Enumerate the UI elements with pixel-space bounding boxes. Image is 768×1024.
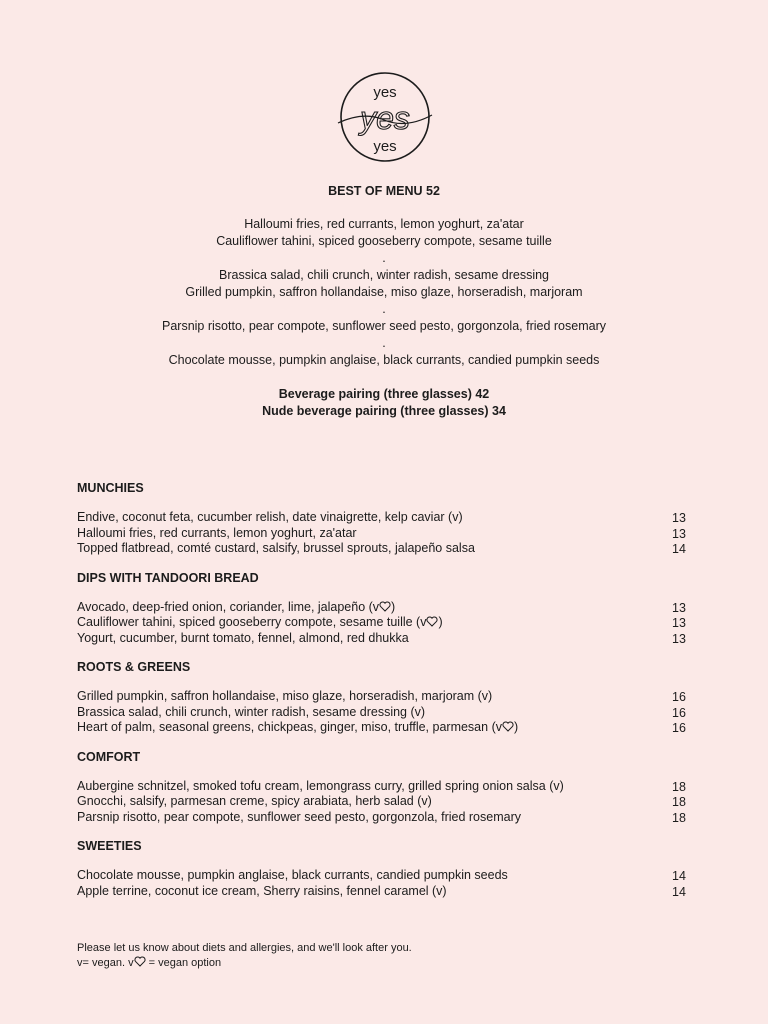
menu-item-text: Chocolate mousse, pumpkin anglaise, black currants, candied pumpkin seeds — [77, 868, 508, 882]
menu-item — [77, 705, 692, 721]
pairing-line: Nude beverage pairing (three glasses) 34 — [262, 404, 506, 418]
menu-item-suffix: ) — [391, 599, 396, 614]
menu-item-name — [77, 541, 475, 557]
menu-item — [77, 600, 692, 616]
tasting-menu — [0, 183, 768, 420]
pairing-line: Beverage pairing (three glasses) 42 — [278, 387, 490, 401]
menu-item — [77, 810, 692, 826]
menu-section — [77, 659, 692, 736]
course-separator: . — [382, 302, 386, 316]
menu-item-price: 13 — [672, 616, 686, 630]
logo-emblem — [334, 71, 436, 163]
section-title: ROOTS & GREENS — [77, 660, 191, 674]
menu-item-text: Grilled pumpkin, saffron hollandaise, miso glaze, horseradish, marjoram (v) — [77, 689, 493, 703]
menu-item-text: Parsnip risotto, pear compote, sunflower seed pesto, gorgonzola, fried rosemary — [77, 809, 521, 824]
tasting-menu-title: BEST OF MENU 52 — [328, 184, 440, 198]
menu-item-name — [77, 600, 395, 616]
menu-item — [77, 631, 692, 647]
menu-item-suffix: ) — [513, 720, 519, 734]
menu-item-name — [77, 720, 518, 736]
menu-item-price: 13 — [672, 600, 686, 615]
vegan-legend — [77, 956, 412, 971]
logo-bottom-word: yes — [373, 138, 397, 155]
menu-item-price: 18 — [672, 779, 686, 794]
menu-item-price: 13 — [672, 631, 686, 646]
menu-item-text: Topped flatbread, comté custard, salsify, brussel sprouts, jalapeño salsa — [77, 541, 475, 555]
menu-section — [77, 838, 692, 899]
logo-top-word: yes — [373, 84, 397, 101]
logo-script-word: yes — [360, 100, 410, 136]
vegan-legend-text: v= vegan. v — [77, 957, 134, 969]
course-line: Chocolate mousse, pumpkin anglaise, black currants, candied pumpkin seeds — [168, 353, 600, 367]
menu-item-price: 14 — [672, 542, 686, 556]
menu-item — [77, 541, 692, 557]
course-separator: . — [382, 336, 386, 350]
menu-item-name — [77, 631, 409, 647]
menu-item-name — [77, 705, 425, 721]
menu-item-text: Gnocchi, salsify, parmesan creme, spicy arabiata, herb salad (v) — [77, 794, 432, 808]
menu-section — [77, 570, 692, 647]
menu-item — [77, 884, 692, 900]
menu-section — [77, 480, 692, 557]
menu-item-name — [77, 810, 521, 826]
menu-item-text: Halloumi fries, red currants, lemon yoghurt, za'atar — [77, 525, 357, 540]
course-line: Cauliflower tahini, spiced gooseberry compote, sesame tuille — [216, 234, 552, 248]
menu-item-price: 16 — [672, 705, 686, 720]
menu-item — [77, 615, 692, 631]
menu-item-text: Avocado, deep-fried onion, coriander, lime, jalapeño (v — [77, 599, 380, 614]
menu-item-price: 16 — [672, 721, 686, 735]
a-la-carte-menu — [77, 480, 692, 912]
section-title: SWEETIES — [77, 839, 142, 853]
menu-item-name — [77, 510, 463, 526]
menu-item-text: Brassica salad, chili crunch, winter radish, sesame dressing (v) — [77, 704, 426, 719]
yes-yes-yes-logo — [334, 71, 436, 163]
menu-item-name — [77, 689, 492, 705]
menu-item — [77, 510, 692, 526]
menu-item-price: 13 — [672, 526, 686, 541]
menu-item-price: 16 — [672, 690, 686, 704]
menu-item-price: 18 — [672, 810, 686, 825]
vegan-option-text: = vegan option — [145, 957, 222, 969]
menu-item-text: Aubergine schnitzel, smoked tofu cream, lemongrass curry, grilled spring onion salsa (v) — [77, 778, 564, 793]
menu-item-price: 13 — [672, 511, 686, 525]
allergy-note — [77, 941, 412, 971]
course-line: Brassica salad, chili crunch, winter radish, sesame dressing — [219, 268, 549, 282]
menu-section — [77, 749, 692, 826]
course-line: Grilled pumpkin, saffron hollandaise, miso glaze, horseradish, marjoram — [185, 285, 583, 299]
menu-item-name — [77, 615, 443, 631]
menu-item-price: 14 — [672, 884, 686, 899]
menu-item — [77, 720, 692, 736]
course-line: Halloumi fries, red currants, lemon yoghurt, za'atar — [244, 217, 524, 231]
course-line: Parsnip risotto, pear compote, sunflower seed pesto, gorgonzola, fried rosemary — [162, 319, 606, 333]
heart-icon — [134, 956, 146, 967]
menu-item-name — [77, 526, 357, 542]
menu-item — [77, 689, 692, 705]
menu-item-name — [77, 779, 564, 795]
heart-icon — [426, 616, 438, 627]
menu-item-text: Apple terrine, coconut ice cream, Sherry raisins, fennel caramel (v) — [77, 883, 447, 898]
menu-item-suffix: ) — [438, 615, 443, 629]
menu-item — [77, 794, 692, 810]
menu-item-name — [77, 884, 447, 900]
section-title: MUNCHIES — [77, 481, 144, 495]
menu-item-name — [77, 868, 508, 884]
menu-item-name — [77, 794, 432, 810]
menu-item-price: 14 — [672, 869, 686, 883]
menu-item — [77, 868, 692, 884]
tasting-courses — [0, 216, 768, 369]
menu-item-text: Endive, coconut feta, cucumber relish, date vinaigrette, kelp caviar (v) — [77, 510, 463, 524]
beverage-pairings — [0, 386, 768, 420]
heart-icon — [379, 601, 391, 612]
heart-icon — [502, 721, 514, 732]
menu-item — [77, 526, 692, 542]
menu-item — [77, 779, 692, 795]
menu-item-text: Cauliflower tahini, spiced gooseberry compote, sesame tuille (v — [77, 615, 427, 629]
menu-item-price: 18 — [672, 795, 686, 809]
menu-item-text: Heart of palm, seasonal greens, chickpeas, ginger, miso, truffle, parmesan (v — [77, 720, 502, 734]
section-title: COMFORT — [77, 749, 141, 764]
allergy-note-line: Please let us know about diets and allergies, and we'll look after you. — [77, 942, 412, 954]
menu-item-text: Yogurt, cucumber, burnt tomato, fennel, almond, red dhukka — [77, 630, 409, 645]
section-title: DIPS WITH TANDOORI BREAD — [77, 570, 259, 585]
course-separator: . — [382, 251, 386, 265]
